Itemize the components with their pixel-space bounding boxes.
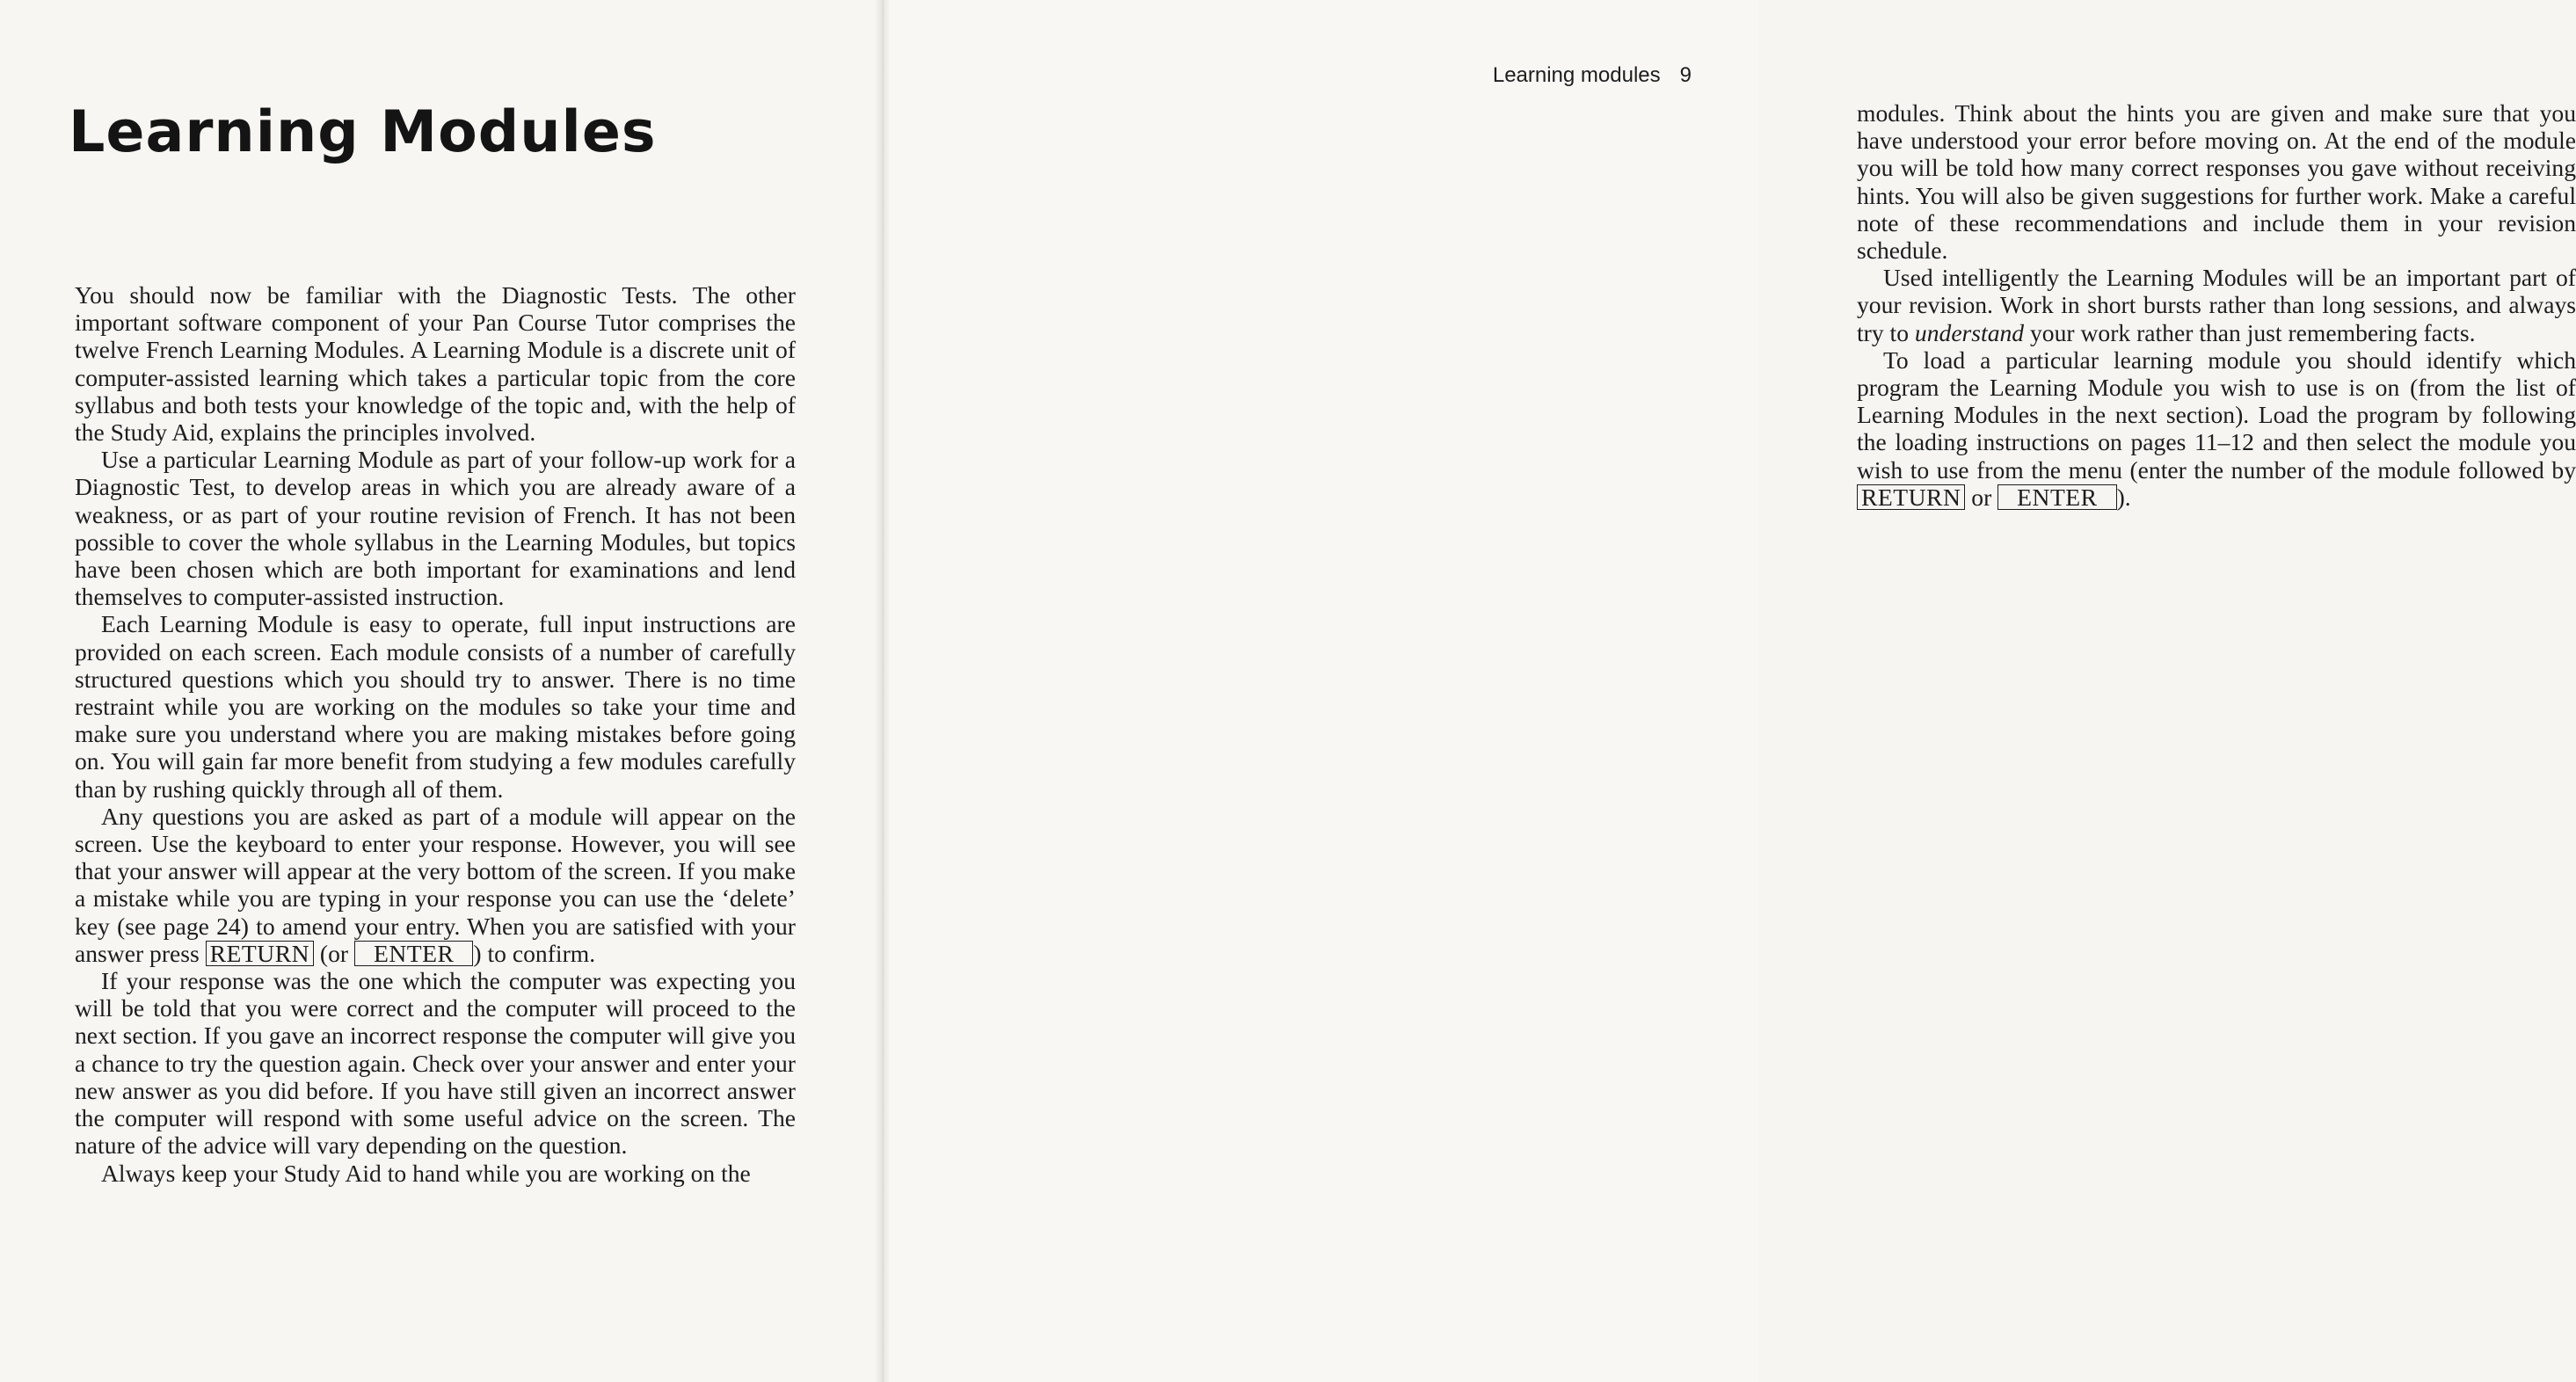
emphasis-understand: understand	[1914, 318, 2025, 346]
paragraph-entering-responses	[75, 803, 796, 967]
paragraph-hints: modules. Think about the hints you are given and make sure that you have understood your error before moving on. At the end of the module you will be told how many correct responses you gave without receiving hints. You will also be given suggestions for further work. Make a careful note of these recommendations and include them in your revision schedule.	[1857, 99, 2576, 265]
left-page-body	[75, 281, 796, 1187]
page-number: 9	[1679, 63, 1692, 87]
text-run: To load a particular learning module you should identify which program the Learning Module you wish to use is on (from the list of Learning Modules in the next section). Load the program by following the loading instructions on pages 11–12 and then select the module you wish to use from the menu (enter the number of the module followed by	[1857, 346, 2576, 484]
paragraph-revision	[1857, 264, 2576, 346]
paragraph-correct-response: If your response was the one which the computer was expecting you will be told that you were correct and the computer will proceed to the next section. If you gave an incorrect response the computer will give you a chance to try the question again. Check over your answer and enter your new answer as you did before. If you have still given an incorrect answer the computer will respond with some useful advice on the screen. The nature of the advice will vary depending on the question.	[75, 967, 796, 1160]
text-run: Any questions you are asked as part of a module will appear on the screen. Use the keyboard to enter your response. However, you will see that your answer will appear at the very bottom of the screen. If you make a mistake while you are typing in your response you can use the ‘delete’ key (see page 24) to amend your entry. When you are satisfied with your answer press	[75, 802, 796, 967]
running-head-title: Learning modules	[1492, 63, 1661, 87]
text-run: ) to confirm.	[473, 939, 596, 967]
paragraph-follow-up-work: Use a particular Learning Module as part of your follow-up work for a Diagnostic Test, to develop areas in which you are already aware of a weakness, or as part of your routine revision of French. It has not been possible to cover the whole syllabus in the Learning Modules, but topics have been chosen which are both important for examinations and lend themselves to computer-assisted instruction.	[75, 446, 796, 611]
paragraph-easy-to-operate: Each Learning Module is easy to operate, full input instructions are provided on each screen. Each module consists of a number of carefully structured questions which you should try to answer. There is no time restraint while you are working on the modules so take your time and make sure you understand where you are making mistakes before going on. You will gain far more benefit from studying a few modules carefully than by rushing quickly through all of them.	[75, 610, 796, 803]
return-key-label: RETURN	[206, 941, 314, 966]
text-run: your work rather than just remembering facts.	[2024, 318, 2476, 346]
paragraph-loading-module	[1857, 346, 2576, 511]
chapter-title: Learning Modules	[69, 99, 657, 165]
left-page	[0, 0, 883, 1382]
book-gutter	[876, 0, 890, 1382]
right-page-body	[1857, 99, 2576, 511]
text-run: or	[1965, 483, 1998, 511]
enter-key-label: ENTER	[1997, 484, 2116, 510]
enter-key-label: ENTER	[354, 941, 473, 966]
text-run: Used intelligently the Learning Modules will be an important part of your revision. Work in short bursts rather than long sessions, and always try to	[1857, 264, 2576, 346]
paragraph-introduction: You should now be familiar with the Diagnostic Tests. The other important software component of your Pan Course Tutor comprises the twelve French Learning Modules. A Learning Module is a discrete unit of computer-assisted learning which takes a particular topic from the core syllabus and both tests your knowledge of the topic and, with the help of the Study Aid, explains the principles involved.	[75, 281, 796, 447]
return-key-label: RETURN	[1857, 484, 1965, 510]
running-head	[1493, 63, 1692, 88]
text-run: ).	[2116, 483, 2131, 511]
text-run: (or	[314, 939, 355, 967]
right-page	[883, 0, 2576, 1382]
paragraph-study-aid: Always keep your Study Aid to hand while you are working on the	[101, 1159, 751, 1187]
